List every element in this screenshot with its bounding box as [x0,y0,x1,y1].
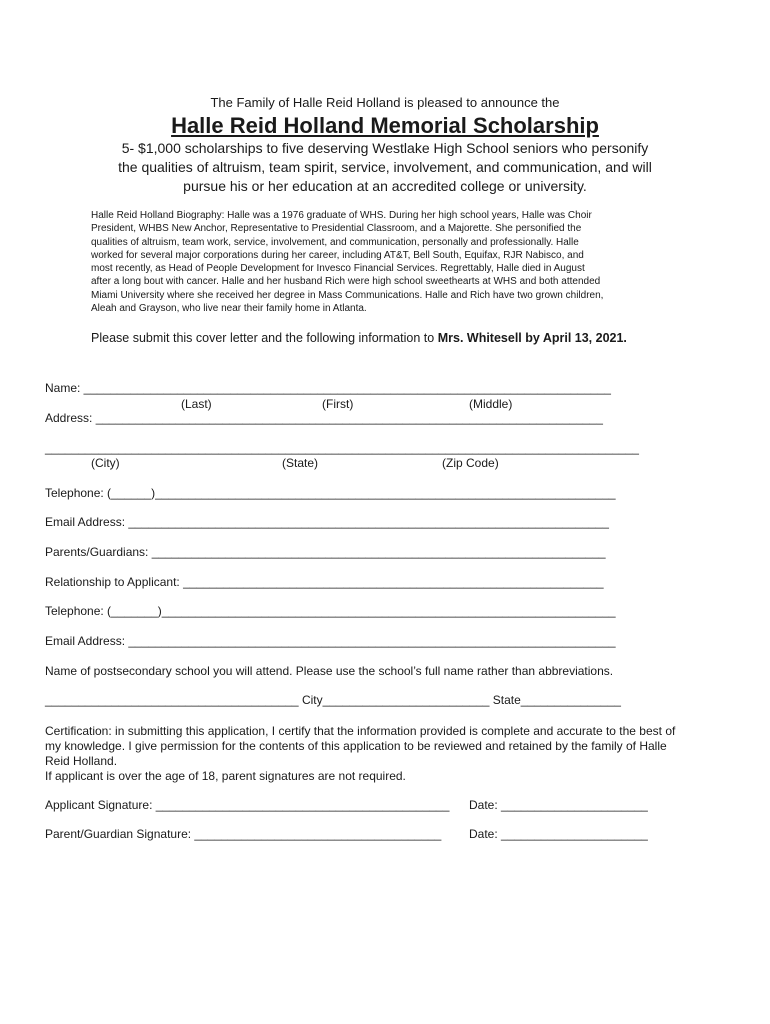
submit-deadline: Mrs. Whitesell by April 13, 2021. [437,331,627,345]
submit-text: Please submit this cover letter and the following information to [91,331,438,345]
document-title: Halle Reid Holland Memorial Scholarship [171,113,599,138]
bio-line: Miami University where she received her degree in Mass Communications. Halle and Rich have two grown children, [91,289,604,301]
bio-line: President, WHBS New Anchor, Representative to Presidential Classroom, and a Majorette. She personified the [91,223,582,235]
parent-signature-field[interactable]: Parent/Guardian Signature: _____________________________________ [45,827,442,841]
scholarship-description [0,139,770,196]
name-last-label: (Last) [181,397,212,411]
certification-paragraph [45,724,725,784]
guardian-telephone-field[interactable]: Telephone: (_______)____________________________________________________________________ [45,604,616,618]
bio-line: most recently, as Head of People Development for Invesco Financial Services. Regrettably, Halle died in August [91,263,585,275]
biography-paragraph [91,209,691,315]
zip-label: (Zip Code) [442,456,499,470]
certification-line: If applicant is over the age of 18, parent signatures are not required. [45,769,406,783]
bio-line: worked for several major corporations during her career, including AT&T, Bell South, Equifax, RJR Nabisco, and [91,249,584,261]
applicant-signature-field[interactable]: Applicant Signature: ____________________________________________ [45,798,450,812]
intro-text: The Family of Halle Reid Holland is pleased to announce the [210,95,560,110]
description-line: 5- $1,000 scholarships to five deserving Westlake High School seniors who personify [121,140,649,156]
bio-line: qualities of altruism, team work, service, involvement, and communication, personally and professionally. Halle [91,236,579,248]
bio-line: after a long bout with cancer. Halle and her husband Rich were high school sweethearts at WHS and both attended [91,276,601,288]
applicant-date-field[interactable]: Date: ______________________ [469,798,648,812]
state-label: (State) [282,456,319,470]
school-prompt: Name of postsecondary school you will attend. Please use the school’s full name rather than abbreviations. [45,664,614,678]
guardian-email-field[interactable]: Email Address: _________________________________________________________________________ [45,634,616,648]
certification-line: Certification: in submitting this application, I certify that the information provided is complete and accurate to the best of [45,724,676,738]
telephone-field[interactable]: Telephone: (______)_____________________________________________________________________ [45,486,616,500]
parent-date-field[interactable]: Date: ______________________ [469,827,648,841]
address-field[interactable]: Address: ____________________________________________________________________________ [45,411,603,425]
parents-guardians-field[interactable]: Parents/Guardians: ____________________________________________________________________ [45,545,606,559]
email-field[interactable]: Email Address: ________________________________________________________________________ [45,515,609,529]
bio-line: Aleah and Grayson, who live near their family home in Atlanta. [91,303,367,315]
address-line-2[interactable]: _________________________________________________________________________________________ [45,441,639,455]
description-line: the qualities of altruism, team spirit, service, involvement, and communication, and will [118,159,652,175]
relationship-field[interactable]: Relationship to Applicant: _______________________________________________________________ [45,575,604,589]
submit-instruction [91,331,627,345]
school-city-state-field[interactable]: ______________________________________ City_________________________ State_______________ [45,693,621,707]
name-middle-label: (Middle) [469,397,513,411]
certification-line: my knowledge. I give permission for the contents of this application to be reviewed and retained by the family of Halle [45,739,667,753]
certification-line: Reid Holland. [45,754,118,768]
bio-line: Halle Reid Holland Biography: Halle was a 1976 graduate of WHS. During her high school years, Halle was Choir [91,210,592,221]
city-label: (City) [91,456,120,470]
description-line: pursue his or her education at an accredited college or university. [183,178,587,194]
name-first-label: (First) [322,397,354,411]
name-field[interactable]: Name: _______________________________________________________________________________ [45,381,611,395]
